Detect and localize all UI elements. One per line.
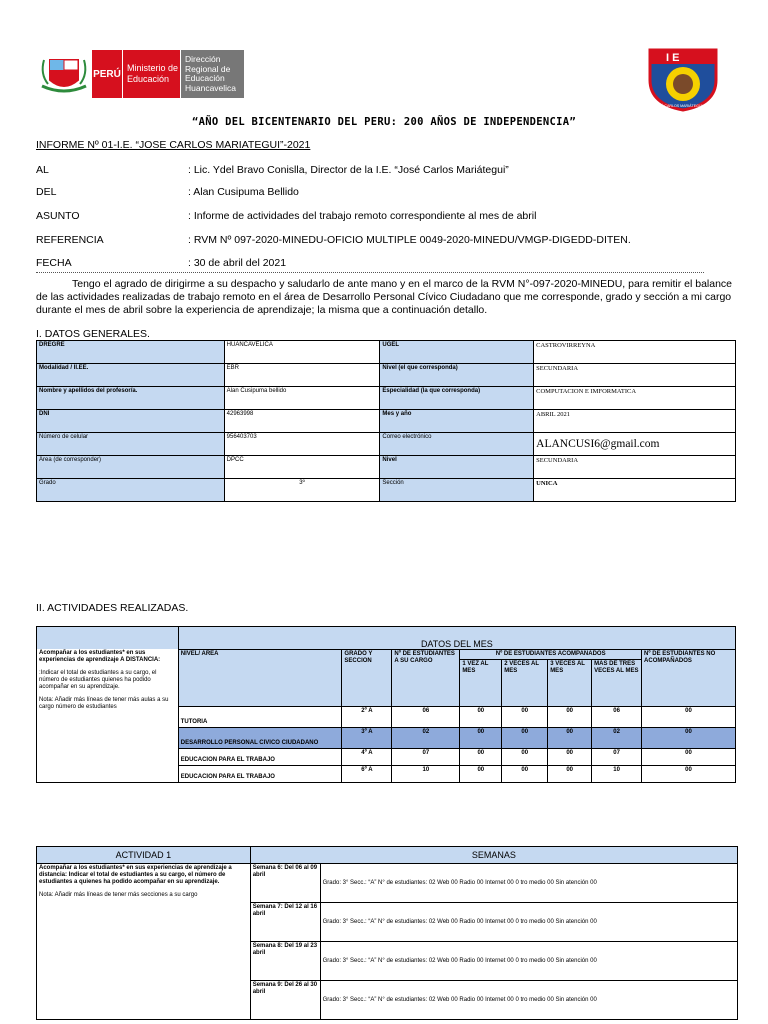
week-detail: Grado: 3° Secc.: “A” N° de estudiantes: 02 Web 00 Radio 00 Internet 00 0 tro medio 00 Sin atención 00: [320, 864, 737, 903]
document-title: “AÑO DEL BICENTENARIO DEL PERU: 200 AÑOS DE INDEPENDENCIA”: [191, 116, 577, 128]
grado-cell: 2º A: [342, 706, 392, 727]
cell-label: Modalidad / II.EE.: [37, 364, 225, 387]
cell-value: SECUNDARIA: [534, 364, 736, 387]
value-cell: 00: [642, 727, 736, 748]
intro-paragraph: Tengo el agrado de dirigirme a su despacho y saludarlo de ante mano y en el marco de la RVM N°-097-2020-MINEDU, para remitir el balance de las actividades realizadas de trabajo remoto en el área de Desarrollo Personal Cívico Ciudadano que me corresponde, grado y sección a mi cargo durante el mes de abril sobre la experiencia de aprendizaje; la misma que a continuación detallo.: [36, 278, 733, 316]
field-value-fecha: : 30 de abril del 2021: [188, 257, 287, 269]
value-cell: 00: [502, 748, 548, 765]
field-label-referencia: REFERENCIA: [36, 234, 104, 246]
cell-label: Sección: [380, 479, 534, 502]
field-value-referencia: : RVM Nº 097-2020-MINEDU-OFICIO MULTIPLE 0049-2020-MINEDU/VMGP-DIGEDD-DITEN.: [188, 234, 631, 246]
col-header-no-acompanados: Nº DE ESTUDIANTES NO ACOMPAÑADOS: [642, 649, 736, 706]
area-cell: EDUCACION PARA EL TRABAJO: [178, 765, 342, 782]
cell-value: HUANCAVELICA: [224, 341, 380, 364]
table-row: [37, 341, 736, 364]
cell-label: Grado: [37, 479, 225, 502]
instruction-text: Acompañar a los estudiantes* en sus experiencias de aprendizaje A DISTANCIA:: [39, 650, 161, 663]
value-cell: 00: [548, 748, 592, 765]
table-row: [37, 479, 736, 502]
week-label: Semana 9: Del 26 al 30 abril: [250, 981, 320, 1020]
value-cell: 00: [502, 765, 548, 782]
cell-label: DNI: [37, 410, 225, 433]
value-cell: 02: [592, 727, 642, 748]
cell-label: Número de celular: [37, 433, 225, 456]
table-row: [37, 387, 736, 410]
cell-value: COMPUTACION E IMFORMATICA: [534, 387, 736, 410]
peru-coat-of-arms-icon: [36, 50, 92, 98]
field-value-del: : Alan Cusipuma Bellido: [188, 186, 299, 198]
ie-logo-letters: I E: [666, 52, 680, 64]
cell-value: SECUNDARIA: [534, 456, 736, 479]
field-value-asunto: : Informe de actividades del trabajo remoto correspondiente al mes de abril: [188, 210, 537, 222]
ministerio-label: Ministerio de Educación: [122, 50, 180, 98]
cell-value: DPCC: [224, 456, 380, 479]
field-label-fecha: FECHA: [36, 257, 72, 269]
grado-cell: 4º A: [342, 748, 392, 765]
section-datos-generales: I. DATOS GENERALES.: [36, 328, 150, 340]
value-cell: 10: [592, 765, 642, 782]
cell-label: Nivel: [380, 456, 534, 479]
value-cell: 00: [642, 706, 736, 727]
value-cell: 00: [548, 765, 592, 782]
minedu-logo: [36, 50, 244, 98]
area-cell: DESARROLLO PERSONAL CIVICO CIUDADANO: [178, 727, 342, 748]
grado-cell: 6º A: [342, 765, 392, 782]
week-detail: Grado: 3° Secc.: “A” N° de estudiantes: 02 Web 00 Radio 00 Internet 00 0 tro medio 00 Sin atención 00: [320, 981, 737, 1020]
week-detail: Grado: 3° Secc.: “A” N° de estudiantes: 02 Web 00 Radio 00 Internet 00 0 tro medio 00 Sin atención 00: [320, 903, 737, 942]
table-row: [37, 433, 736, 456]
cell-label: Nivel (el que corresponda): [380, 364, 534, 387]
col-header-3-veces: 3 VECES AL MES: [548, 659, 592, 706]
cell-label: Mes y año: [380, 410, 534, 433]
col-header-estudiantes: Nº DE ESTUDIANTES A SU CARGO: [392, 649, 460, 706]
col-header-mas-de-tres: MAS DE TRES VECES AL MES: [592, 659, 642, 706]
field-label-al: AL: [36, 164, 49, 176]
instruction-text: Acompañar a los estudiantes* en sus experiencias de aprendizaje a distancia: Indicar el total de estudiantes a su cargo, el número de estudiantes a quienes ha podido acompañar en su aprendizaje.: [39, 865, 232, 885]
value-cell: 07: [392, 748, 460, 765]
ie-logo-text: JOSÉ CARLOS MARIÁTEGUI: [654, 104, 703, 108]
separator-line: [36, 272, 704, 273]
col-header-1-vez: 1 VEZ AL MES: [460, 659, 502, 706]
col-header-nivel: NIVEL/ AREA: [178, 649, 342, 706]
value-cell: 07: [592, 748, 642, 765]
col-header-acompanados: Nº DE ESTUDIANTES ACOMPAÑADOS: [460, 649, 642, 659]
grado-cell: 3º A: [342, 727, 392, 748]
value-cell: 00: [502, 727, 548, 748]
field-value-al: : Lic. Ydel Bravo Conislla, Director de la I.E. “José Carlos Mariátegui”: [188, 164, 509, 176]
actividades-table: [36, 626, 736, 783]
table-row: [37, 456, 736, 479]
area-cell: TUTORIA: [178, 706, 342, 727]
value-cell: 00: [548, 706, 592, 727]
col-header-grado: GRADO Y SECCION: [342, 649, 392, 706]
cell-value: 3º: [224, 479, 380, 502]
cell-value: Alan Cusipuma bellido: [224, 387, 380, 410]
week-label: Semana 7: Del 12 al 16 abril: [250, 903, 320, 942]
cell-label: Correo electrónico: [380, 433, 534, 456]
cell-label: Especialidad (la que corresponda): [380, 387, 534, 410]
cell-label: DREGRE: [37, 341, 225, 364]
semanas-header: SEMANAS: [250, 847, 737, 864]
cell-value: CASTROVIRREYNA: [534, 341, 736, 364]
value-cell: 06: [592, 706, 642, 727]
table-row: [37, 864, 738, 903]
actividad1-title: ACTIVIDAD 1: [37, 847, 251, 864]
ie-school-logo: [640, 44, 726, 112]
area-cell: EDUCACION PARA EL TRABAJO: [178, 748, 342, 765]
week-detail: Grado: 3° Secc.: “A” N° de estudiantes: 02 Web 00 Radio 00 Internet 00 0 tro medio 00 Sin atención 00: [320, 942, 737, 981]
cell-label: Nombre y apellidos del profesor/a.: [37, 387, 225, 410]
datos-mes-header: DATOS DEL MES: [178, 627, 735, 650]
cell-value: ABRIL 2021: [534, 410, 736, 433]
cell-label: Área (de corresponder): [37, 456, 225, 479]
value-cell: 02: [392, 727, 460, 748]
actividad1-table: [36, 846, 738, 1020]
note-text: Nota: Añadir más líneas de tener más aulas a su cargo número de estudiantes: [39, 697, 169, 710]
cell-value: UNICA: [534, 479, 736, 502]
field-label-asunto: ASUNTO: [36, 210, 80, 222]
dre-label: Dirección Regional de Educación Huancavelica: [180, 50, 244, 98]
field-label-del: DEL: [36, 186, 57, 198]
peru-label: PERÚ: [92, 50, 122, 98]
cell-value: 956403703: [224, 433, 380, 456]
value-cell: 00: [460, 706, 502, 727]
datos-generales-table: [36, 340, 736, 502]
note-text: Nota: Añadir más líneas de tener más secciones a su cargo: [39, 892, 198, 898]
value-cell: 00: [642, 765, 736, 782]
value-cell: 00: [642, 748, 736, 765]
value-cell: 00: [460, 748, 502, 765]
cell-value: 42963998: [224, 410, 380, 433]
value-cell: 00: [460, 727, 502, 748]
week-label: Semana 6: Del 06 al 09 abril: [250, 864, 320, 903]
actividad1-instructions: [37, 864, 251, 1020]
instruction-text: :Indicar el total de estudiantes a su cargo, el número de estudiantes quienes ha podido acompañar en su aprendizaje.: [39, 670, 157, 690]
value-cell: 00: [460, 765, 502, 782]
section-actividades: II. ACTIVIDADES REALIZADAS.: [36, 602, 189, 614]
table-row: [37, 364, 736, 387]
value-cell: 06: [392, 706, 460, 727]
value-cell: 10: [392, 765, 460, 782]
cell-label: UGEL: [380, 341, 534, 364]
left-instructions: [37, 649, 179, 782]
week-label: Semana 8: Del 19 al 23 abril: [250, 942, 320, 981]
cell-value: EBR: [224, 364, 380, 387]
email-value: ALANCUSI6@gmail.com: [534, 433, 736, 456]
col-header-2-veces: 2 VECES AL MES: [502, 659, 548, 706]
value-cell: 00: [548, 727, 592, 748]
informe-heading: INFORME Nº 01-I.E. “JOSE CARLOS MARIATEGUI”-2021: [36, 139, 311, 151]
value-cell: 00: [502, 706, 548, 727]
table-row: [37, 410, 736, 433]
